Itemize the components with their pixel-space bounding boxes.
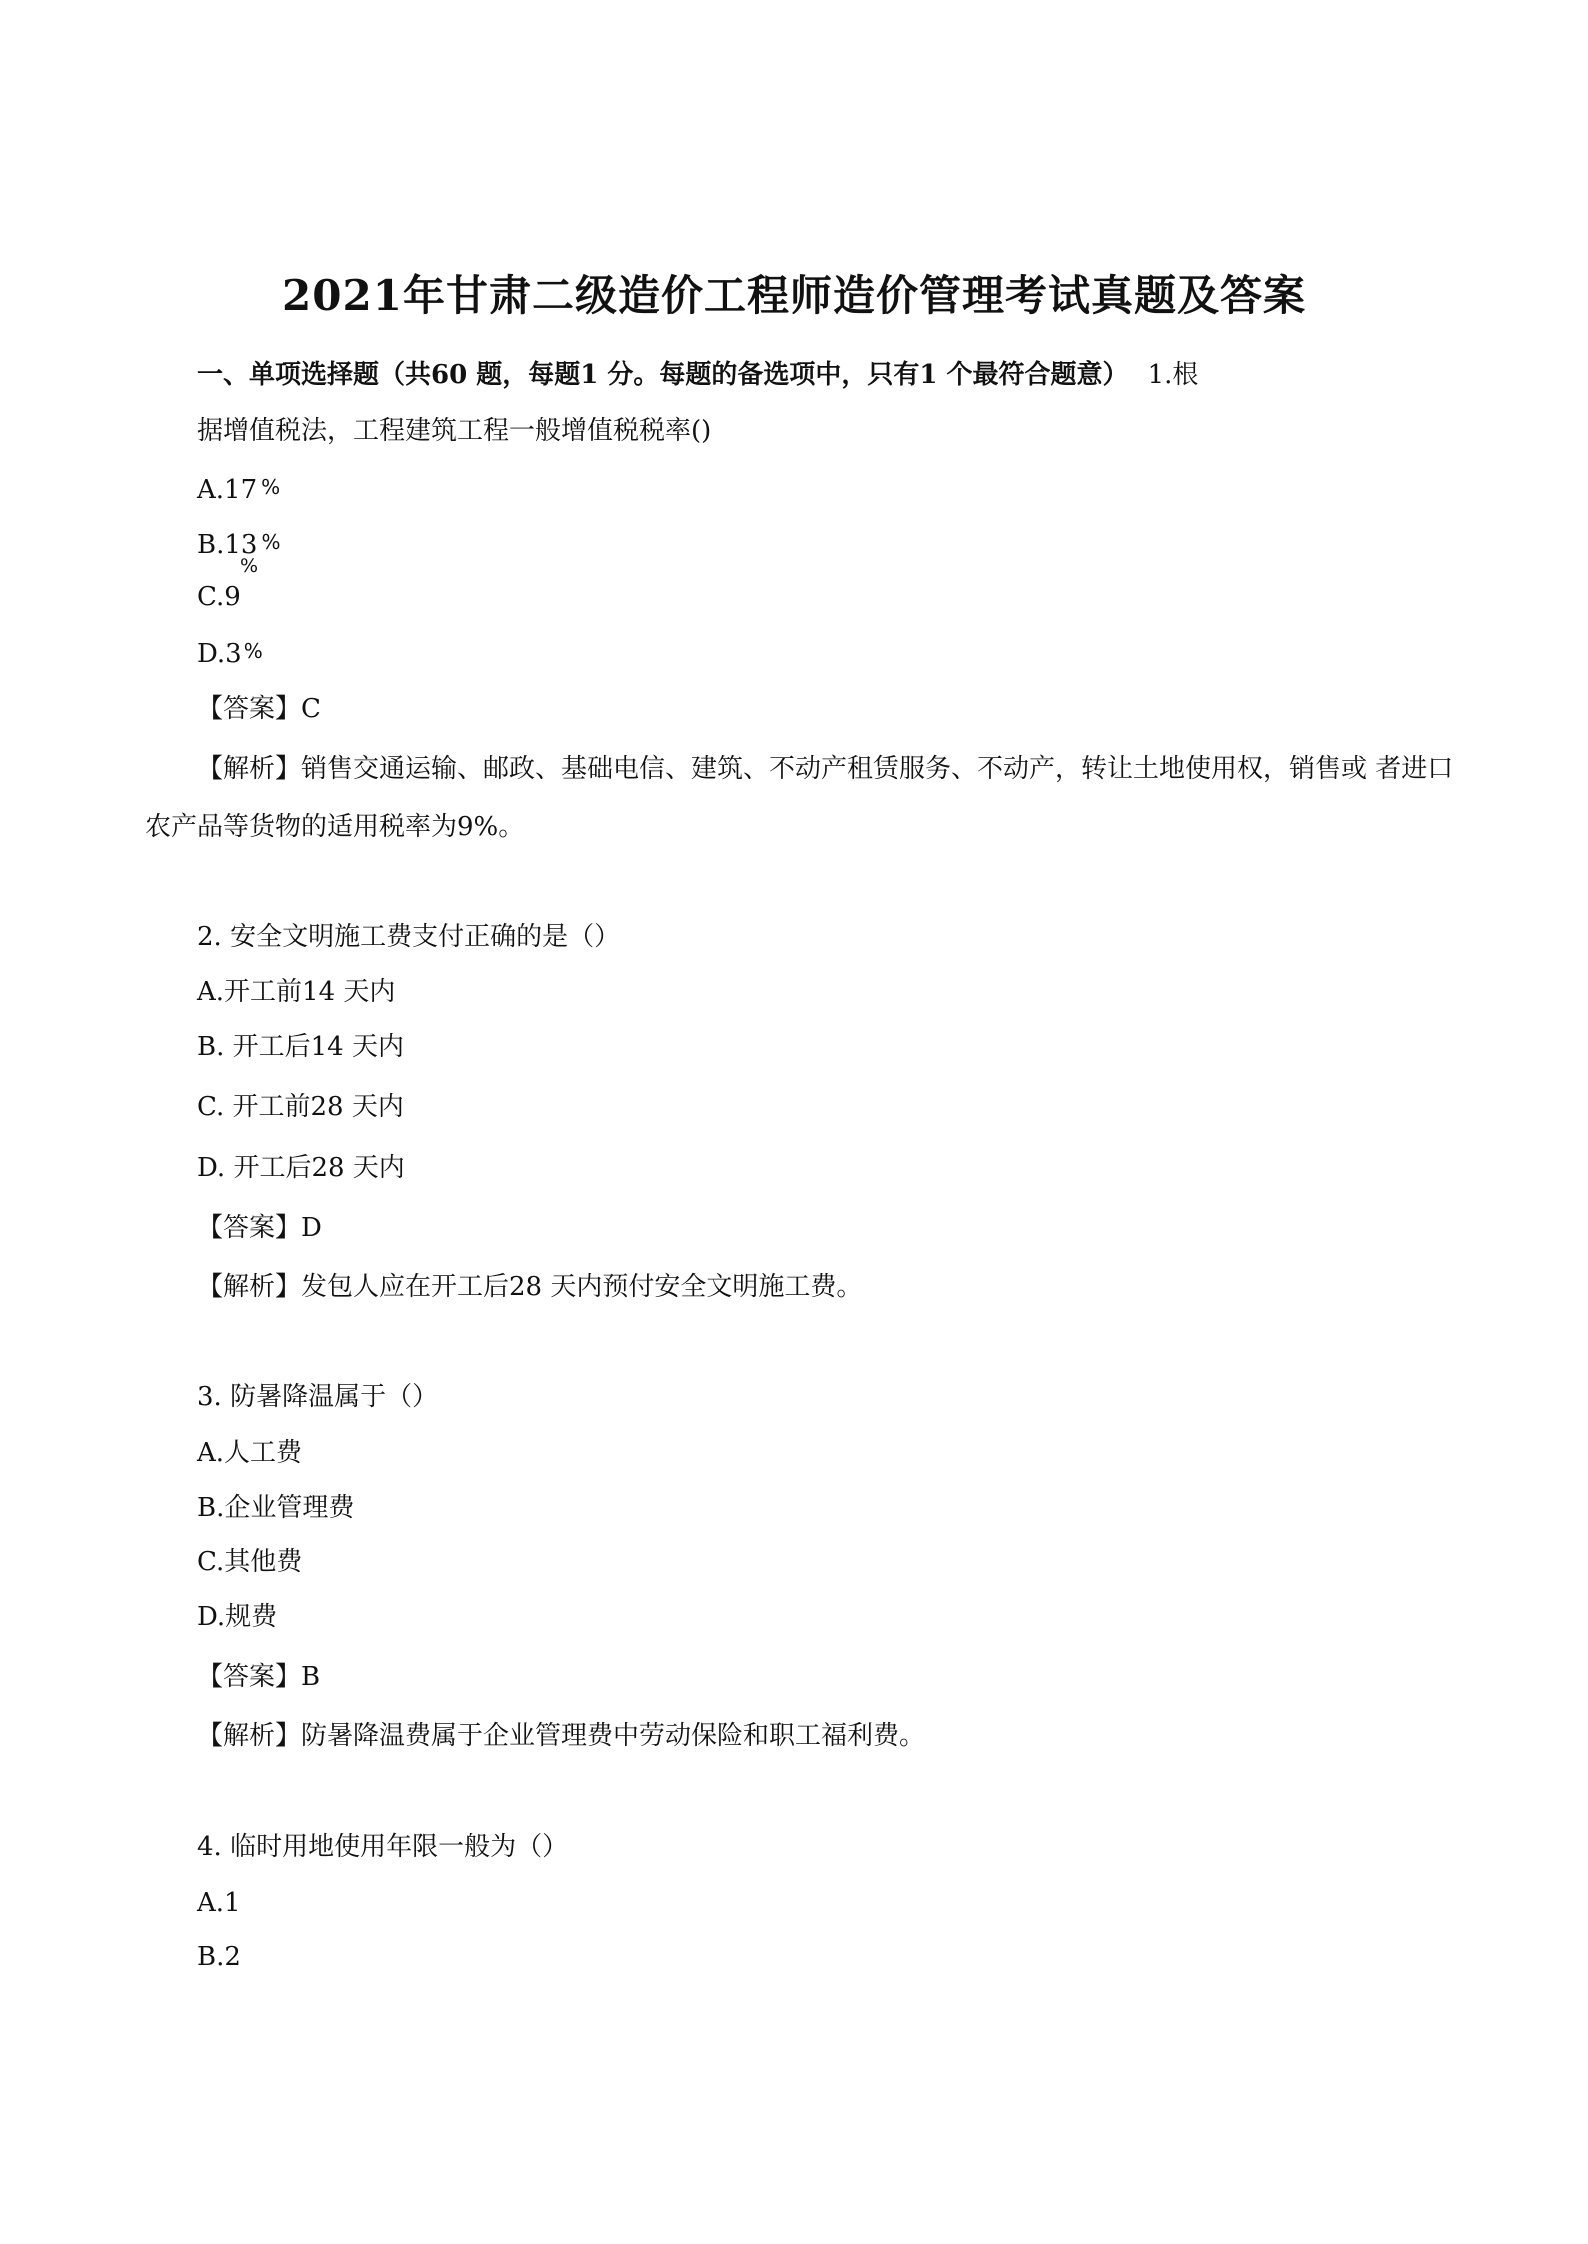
q1-option-d xyxy=(197,634,263,671)
page-title: 2021年甘肃二级造价工程师造价管理考试真题及答案 xyxy=(282,271,1306,320)
q3-option-a: A.人工费 xyxy=(197,1438,303,1468)
q1-option-c: C.9 xyxy=(197,582,241,612)
q3-option-b: B.企业管理费 xyxy=(197,1493,355,1523)
q2-stem: 2. 安全文明施工费支付正确的是（） xyxy=(197,922,621,952)
q2-option-b: B. 开工后14 天内 xyxy=(197,1032,404,1062)
q3-analysis: 【解析】防暑降温费属于企业管理费中劳动保险和职工福利费。 xyxy=(197,1721,926,1751)
q2-answer: 【答案】D xyxy=(197,1213,322,1243)
option-text: A.17 xyxy=(197,475,258,505)
percent-sign: % xyxy=(261,530,281,554)
q1-stem-start: 1.根 xyxy=(1147,360,1199,390)
q4-stem: 4. 临时用地使用年限一般为（） xyxy=(197,1832,569,1862)
q4-option-a: A.1 xyxy=(197,1888,241,1918)
q3-option-c: C.其他费 xyxy=(197,1547,303,1577)
q2-option-a: A.开工前14 天内 xyxy=(197,977,396,1007)
section-heading-text: 一、单项选择题（共60 题，每题1 分。每题的备选项中，只有1 个最符合题意） xyxy=(197,360,1129,390)
q4-option-b: B.2 xyxy=(197,1942,241,1972)
q1-analysis-line1: 【解析】销售交通运输、邮政、基础电信、建筑、不动产租赁服务、不动产，转让土地使用权，销售或 者进口 xyxy=(197,754,1454,784)
section-heading xyxy=(197,358,1198,392)
percent-sign: % xyxy=(240,555,259,577)
q2-option-d: D. 开工后28 天内 xyxy=(197,1153,405,1183)
q1-option-b xyxy=(197,525,280,562)
option-text: B.13 xyxy=(197,530,258,560)
q1-option-a xyxy=(197,470,280,507)
percent-sign: % xyxy=(261,475,281,499)
percent-sign: % xyxy=(243,639,263,663)
q3-option-d: D.规费 xyxy=(197,1602,278,1632)
q1-answer: 【答案】C xyxy=(197,694,321,724)
q2-option-c: C. 开工前28 天内 xyxy=(197,1092,404,1122)
q1-analysis-line2: 农产品等货物的适用税率为9%。 xyxy=(145,812,525,842)
q2-analysis: 【解析】发包人应在开工后28 天内预付安全文明施工费。 xyxy=(197,1272,863,1302)
q1-stem: 据增值税法，工程建筑工程一般增值税税率() xyxy=(197,416,712,446)
q3-answer: 【答案】B xyxy=(197,1662,321,1692)
q3-stem: 3. 防暑降温属于（） xyxy=(197,1382,439,1412)
option-text: D.3 xyxy=(197,639,242,669)
